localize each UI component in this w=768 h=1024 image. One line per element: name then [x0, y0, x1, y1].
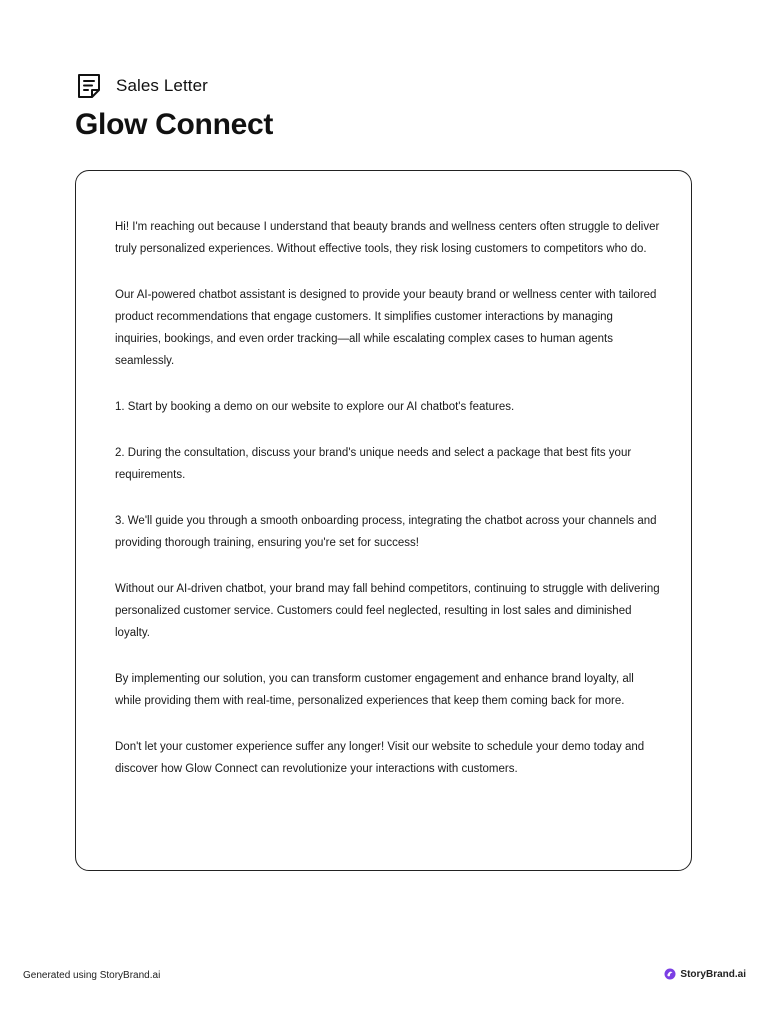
- letter-paragraph-success: By implementing our solution, you can transform customer engagement and enhance brand loyalty, all while providing them with real-time, personalized experiences that keep them coming back for more.: [115, 673, 634, 707]
- letter-paragraph-stakes: Without our AI-driven chatbot, your brand may fall behind competitors, continuing to struggle with delivering personalized customer service. Customers could feel neglected, resulting in lost sales and diminished loyalty.: [115, 583, 660, 639]
- letter-step-2: 2. During the consultation, discuss your brand's unique needs and select a package that best fits your requirements.: [115, 447, 632, 481]
- letter-body: [115, 216, 660, 804]
- document-note-icon: [76, 72, 102, 100]
- letter-paragraph-call-to-action: Don't let your customer experience suffer any longer! Visit our website to schedule your demo today and discover how Glow Connect can revolutionize your interactions with customers.: [115, 741, 645, 775]
- storybrand-logo-icon: [664, 968, 676, 980]
- generated-by-text: Generated using StoryBrand.ai: [23, 970, 161, 981]
- brand-name: StoryBrand.ai: [680, 968, 746, 980]
- letter-step-3: 3. We'll guide you through a smooth onboarding process, integrating the chatbot across your channels and providing thorough training, ensuring you're set for success!: [115, 515, 657, 549]
- letter-card: [75, 170, 692, 871]
- document-header: [76, 72, 208, 100]
- letter-paragraph-intro: Hi! I'm reaching out because I understand that beauty brands and wellness centers often struggle to deliver truly personalized experiences. Without effective tools, they risk losing customers to competitors who do.: [115, 221, 660, 255]
- letter-step-1: 1. Start by booking a demo on our website to explore our AI chatbot's features.: [115, 401, 515, 413]
- brand-logo[interactable]: [664, 968, 746, 980]
- page-title: Glow Connect: [75, 108, 274, 141]
- letter-paragraph-solution: Our AI-powered chatbot assistant is designed to provide your beauty brand or wellness center with tailored product recommendations that engage customers. It simplifies customer interactions by managing inquiries, bookings, and even order tracking—all while escalating complex cases to human agents seamlessly.: [115, 289, 657, 367]
- document-type-label: Sales Letter: [116, 76, 208, 95]
